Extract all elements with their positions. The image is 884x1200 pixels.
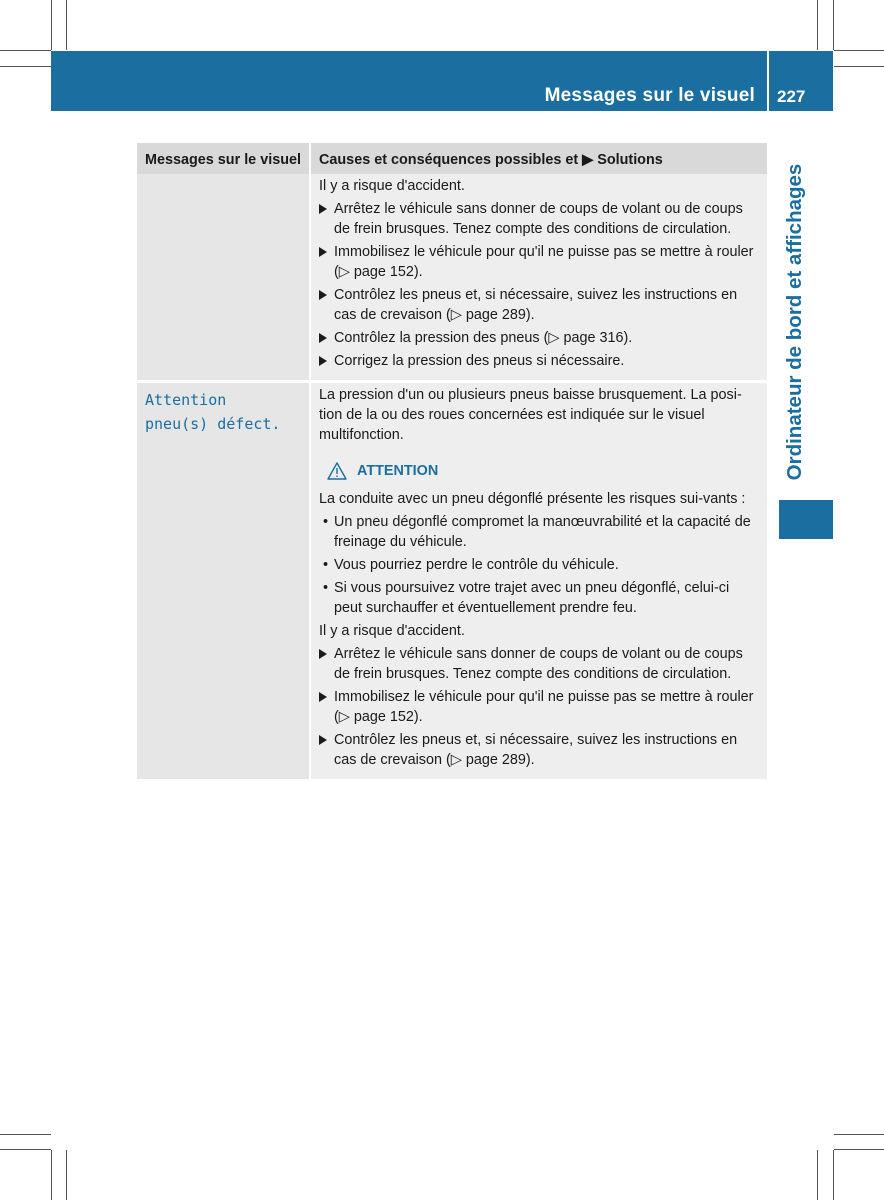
bullet-item: • Vous pourriez perdre le contrôle du véhicule. bbox=[323, 557, 619, 573]
causes-cell bbox=[311, 174, 767, 380]
risk-text: Il y a risque d'accident. bbox=[319, 178, 465, 194]
message-cell-empty bbox=[137, 174, 311, 380]
page-number-box bbox=[769, 51, 833, 111]
crop-mark bbox=[0, 1134, 51, 1135]
crop-mark bbox=[834, 1149, 884, 1150]
action-item: Immobilisez le véhicule pour qu'il ne puisse pas se mettre à rouler (▷ page 152). bbox=[319, 242, 761, 282]
bullet-item: • Si vous poursuivez votre trajet avec un pneu dégonflé, celui-ci peut surchauffer et éventuellement prendre feu. bbox=[323, 580, 730, 616]
crop-mark bbox=[0, 66, 51, 67]
display-message-line2: pneu(s) défect. bbox=[145, 415, 281, 433]
description-text: La pression d'un ou plusieurs pneus baisse brusquement. La posi-tion de la ou des roues concernées est indiquée sur le visuel multifonction. bbox=[319, 387, 742, 443]
warning-heading bbox=[327, 461, 761, 481]
crop-mark bbox=[66, 1150, 67, 1200]
arrow-right-icon bbox=[319, 735, 327, 745]
action-item: Corrigez la pression des pneus si nécessaire. bbox=[319, 351, 761, 371]
crop-mark bbox=[51, 1150, 52, 1200]
bullet-item: • Un pneu dégonflé compromet la manœuvrabilité et la capacité de freinage du véhicule. bbox=[323, 514, 751, 550]
bullet-dot-icon: • bbox=[323, 580, 329, 596]
crop-mark bbox=[833, 1150, 834, 1200]
chapter-side-title bbox=[779, 152, 811, 492]
display-message-line1: Attention bbox=[145, 391, 227, 409]
table-header-row bbox=[137, 143, 767, 174]
arrow-right-icon bbox=[319, 247, 327, 257]
table-row bbox=[137, 380, 767, 779]
header-col-causes: Causes et conséquences possibles et ▶ Solutions bbox=[311, 143, 767, 174]
arrow-right-icon bbox=[319, 649, 327, 659]
arrow-right-icon bbox=[319, 333, 327, 343]
warning-triangle-icon bbox=[327, 462, 347, 480]
page-title: Messages sur le visuel bbox=[544, 85, 755, 106]
bullet-dot-icon: • bbox=[323, 557, 329, 573]
crop-mark bbox=[834, 66, 884, 67]
arrow-right-icon bbox=[319, 356, 327, 366]
action-item: Contrôlez les pneus et, si nécessaire, suivez les instructions en cas de crevaison (▷ page 289). bbox=[319, 730, 761, 770]
crop-mark bbox=[0, 50, 51, 51]
crop-mark bbox=[817, 1150, 818, 1200]
warning-intro: La conduite avec un pneu dégonflé présente les risques sui-vants : bbox=[319, 491, 746, 507]
risk-text: Il y a risque d'accident. bbox=[319, 623, 465, 639]
crop-mark bbox=[834, 1134, 884, 1135]
message-cell bbox=[137, 380, 311, 779]
action-item: Arrêtez le véhicule sans donner de coups de volant ou de coups de frein brusques. Tenez compte des conditions de circulation. bbox=[319, 644, 761, 684]
arrow-right-icon: ▶ bbox=[582, 152, 594, 168]
arrow-right-icon bbox=[319, 290, 327, 300]
crop-mark bbox=[0, 1149, 51, 1150]
crop-mark bbox=[833, 0, 834, 50]
causes-cell bbox=[311, 380, 767, 779]
arrow-right-icon bbox=[319, 204, 327, 214]
action-item: Immobilisez le véhicule pour qu'il ne puisse pas se mettre à rouler (▷ page 152). bbox=[319, 687, 761, 727]
crop-mark bbox=[66, 0, 67, 50]
crop-mark bbox=[834, 50, 884, 51]
table-row bbox=[137, 174, 767, 380]
chapter-tab-marker bbox=[779, 500, 833, 539]
message-table bbox=[137, 143, 767, 779]
header-col-messages: Messages sur le visuel bbox=[137, 143, 311, 174]
warning-label: ATTENTION bbox=[357, 463, 439, 479]
crop-mark bbox=[51, 0, 52, 50]
action-item: Contrôlez les pneus et, si nécessaire, suivez les instructions en cas de crevaison (▷ page 289). bbox=[319, 285, 761, 325]
action-item: Contrôlez la pression des pneus (▷ page 316). bbox=[319, 328, 761, 348]
bullet-dot-icon: • bbox=[323, 514, 329, 530]
chapter-title-text: Ordinateur de bord et affichages bbox=[783, 163, 806, 481]
action-item: Arrêtez le véhicule sans donner de coups de volant ou de coups de frein brusques. Tenez compte des conditions de circulation. bbox=[319, 199, 761, 239]
header-bar bbox=[51, 51, 767, 111]
page-number: 227 bbox=[777, 87, 806, 106]
arrow-right-icon bbox=[319, 692, 327, 702]
crop-mark bbox=[817, 0, 818, 50]
